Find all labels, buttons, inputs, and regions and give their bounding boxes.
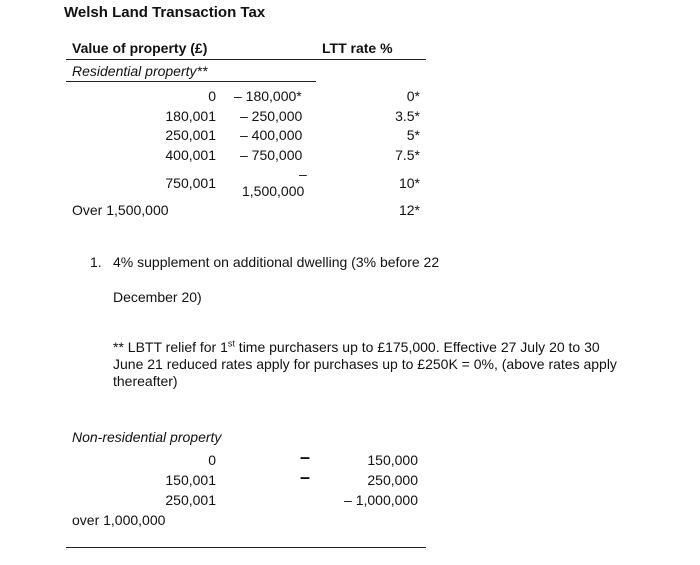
non-residential-label: Non-residential property [72, 429, 222, 445]
header-rule [66, 59, 426, 60]
table-cell-dash: – [300, 467, 311, 487]
table-cell-from: 400,001 [165, 147, 216, 163]
note-line-2: December 20) [113, 289, 202, 305]
table-cell-from: 250,001 [165, 127, 216, 143]
relief-note-sup: st [227, 338, 235, 349]
page-title: Welsh Land Transaction Tax [64, 4, 266, 21]
table-cell-to: 1,500,000 [242, 183, 305, 199]
non-residential-over-label: over 1,000,000 [72, 512, 166, 528]
table-cell-rate: 10* [398, 175, 420, 191]
table-cell-from: 750,001 [165, 175, 216, 191]
table-cell-rate: 7.5* [395, 147, 420, 163]
table-cell-to: – 250,000 [240, 108, 303, 124]
note-line-1: 4% supplement on additional dwelling (3% before 22 [113, 254, 440, 270]
relief-note-text: time purchasers up to £175,000. Effective 27 July 20 to 30 June 21 reduced rates apply for purchases up to £250K = 0%, (above rates apply thereafter) [113, 339, 617, 389]
table-cell-from: 250,001 [165, 492, 216, 508]
footer-rule [66, 547, 426, 548]
relief-note [113, 339, 623, 390]
table-cell-to: – 750,000 [240, 147, 303, 163]
table-cell-dash: – [299, 166, 307, 182]
residential-label: Residential property** [72, 63, 208, 79]
table-cell-to: – 400,000 [240, 127, 303, 143]
table-cell-rate: 0* [406, 88, 420, 104]
table-cell-rate: 3.5* [395, 108, 420, 124]
table-cell-from: 0 [208, 452, 216, 468]
residential-rule [66, 81, 316, 82]
note-number: 1. [90, 254, 102, 270]
value-column-header: Value of property (£) [72, 40, 208, 56]
table-cell-from: 180,001 [165, 108, 216, 124]
relief-note-prefix: ** LBTT relief for 1 [113, 339, 228, 355]
table-cell-from: 0 [208, 88, 216, 104]
rate-column-header: LTT rate % [322, 40, 393, 56]
table-cell-to: 150,000 [367, 452, 418, 468]
residential-over-rate: 12* [398, 202, 420, 218]
table-cell-from: 150,001 [165, 472, 216, 488]
table-cell-to: – 1,000,000 [344, 492, 418, 508]
table-cell-to: – 180,000* [234, 88, 302, 104]
table-cell-dash: – [300, 447, 311, 467]
residential-over-label: Over 1,500,000 [72, 202, 169, 218]
table-cell-rate: 5* [406, 127, 420, 143]
table-cell-to: 250,000 [367, 472, 418, 488]
